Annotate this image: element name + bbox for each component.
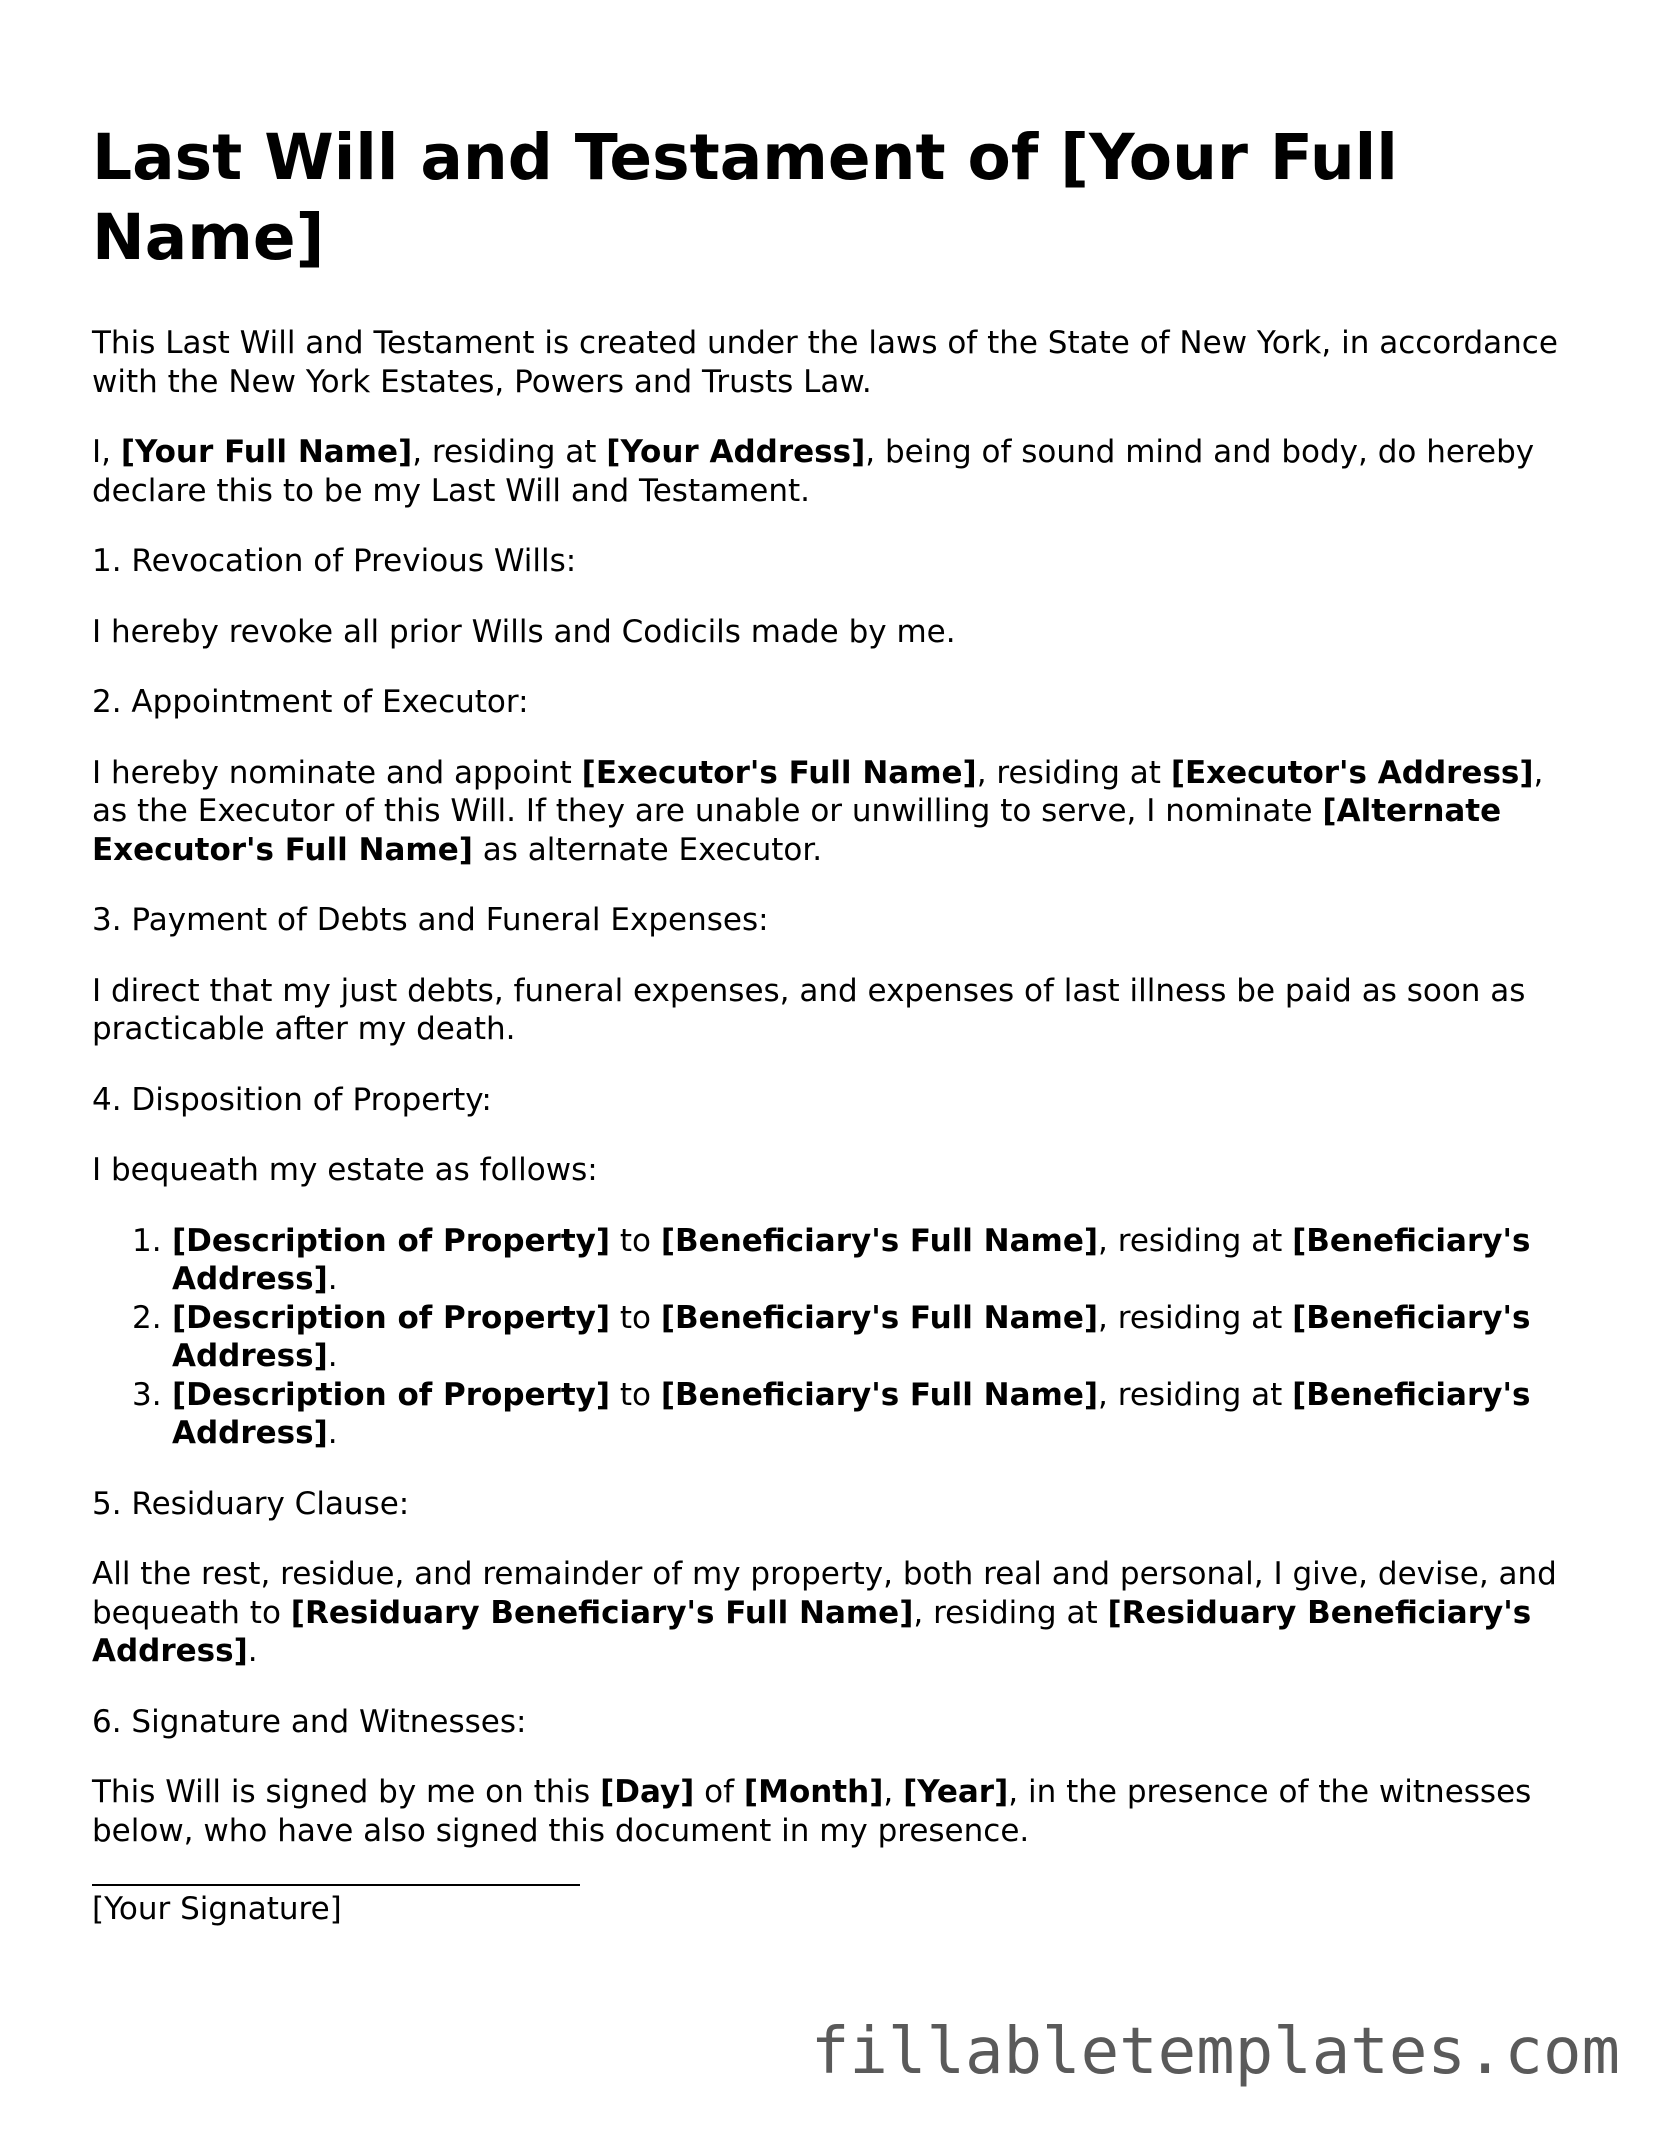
section-heading-debts: 3. Payment of Debts and Funeral Expenses:: [92, 902, 769, 938]
debts-paragraph: I direct that my just debts, funeral expenses, and expenses of last illness be paid as soon as practicable after my death.: [92, 972, 1526, 1047]
month-placeholder: [Month]: [743, 1774, 884, 1810]
section-heading-signature: 6. Signature and Witnesses:: [92, 1703, 527, 1740]
residuary-address-placeholder: [Residuary Beneficiary's Address]: [92, 1594, 1532, 1669]
bequest-item: 1. [Description of Property] to [Beneficiary's Full Name], residing at [Beneficiary's Address].: [132, 1222, 1531, 1297]
watermark: fillabletemplates.com: [810, 2015, 1620, 2089]
intro-paragraph: This Last Will and Testament is created under the laws of the State of New York, in accordance with the New York Estates, Powers and Trusts Law.: [92, 325, 1558, 400]
testator-address-placeholder: [Your Address]: [606, 434, 866, 470]
section-heading-residuary: 5. Residuary Clause:: [92, 1485, 410, 1522]
beneficiary-address-placeholder: [Beneficiary's Address]: [172, 1222, 1531, 1297]
property-description-placeholder: [Description of Property]: [172, 1222, 611, 1259]
executor-name-placeholder: [Executor's Full Name]: [581, 754, 977, 791]
signature-paragraph: This Will is signed by me on this [Day] of [Month], [Year], in the presence of the witnesses below, who have also signed this document in my presence.: [92, 1774, 1532, 1849]
testator-name-placeholder: [Your Full Name]: [120, 434, 413, 470]
signature-label: [Your Signature]: [92, 1891, 342, 1927]
residuary-paragraph: All the rest, residue, and remainder of my property, both real and personal, I give, devise, and bequeath to [Residuary Beneficiary's Full Name], residing at [Residuary Beneficiary's Address].: [92, 1556, 1557, 1669]
alternate-executor-placeholder: [Alternate Executor's Full Name]: [92, 793, 1502, 868]
revocation-paragraph: I hereby revoke all prior Wills and Codicils made by me.: [92, 613, 956, 650]
beneficiary-name-placeholder: [Beneficiary's Full Name]: [660, 1222, 1099, 1259]
beneficiary-address-placeholder: [Beneficiary's Address]: [172, 1376, 1531, 1451]
bequest-item: 3. [Description of Property] to [Beneficiary's Full Name], residing at [Beneficiary's Address].: [132, 1376, 1531, 1451]
bequest-list: [92, 1222, 1582, 1453]
document-title: Last Will and Testament of [Your Full Name]: [92, 121, 1398, 274]
declaration-paragraph: I, [Your Full Name], residing at [Your Address], being of sound mind and body, do hereby declare this to be my Last Will and Testament.: [92, 434, 1535, 509]
executor-address-placeholder: [Executor's Address]: [1170, 754, 1534, 791]
beneficiary-name-placeholder: [Beneficiary's Full Name]: [660, 1299, 1099, 1336]
bequest-item: 2. [Description of Property] to [Beneficiary's Full Name], residing at [Beneficiary's Address].: [132, 1299, 1531, 1374]
section-heading-executor: 2. Appointment of Executor:: [92, 684, 529, 720]
executor-paragraph: I hereby nominate and appoint [Executor's Full Name], residing at [Executor's Address], as the Executor of this Will. If they are unable or unwilling to serve, I nominate [Alternate Executor's Full Name] as alternate Executor.: [92, 754, 1544, 868]
property-description-placeholder: [Description of Property]: [172, 1299, 611, 1336]
property-intro: I bequeath my estate as follows:: [92, 1152, 598, 1188]
day-placeholder: [Day]: [600, 1774, 695, 1810]
section-heading-property: 4. Disposition of Property:: [92, 1081, 492, 1118]
section-heading-revocation: 1. Revocation of Previous Wills:: [92, 543, 577, 579]
beneficiary-name-placeholder: [Beneficiary's Full Name]: [660, 1376, 1099, 1413]
signature-line[interactable]: [92, 1884, 580, 1886]
residuary-beneficiary-placeholder: [Residuary Beneficiary's Full Name]: [290, 1594, 914, 1631]
beneficiary-address-placeholder: [Beneficiary's Address]: [172, 1299, 1531, 1374]
property-description-placeholder: [Description of Property]: [172, 1376, 611, 1413]
year-placeholder: [Year]: [903, 1774, 1009, 1810]
document-page: [92, 118, 1582, 1929]
